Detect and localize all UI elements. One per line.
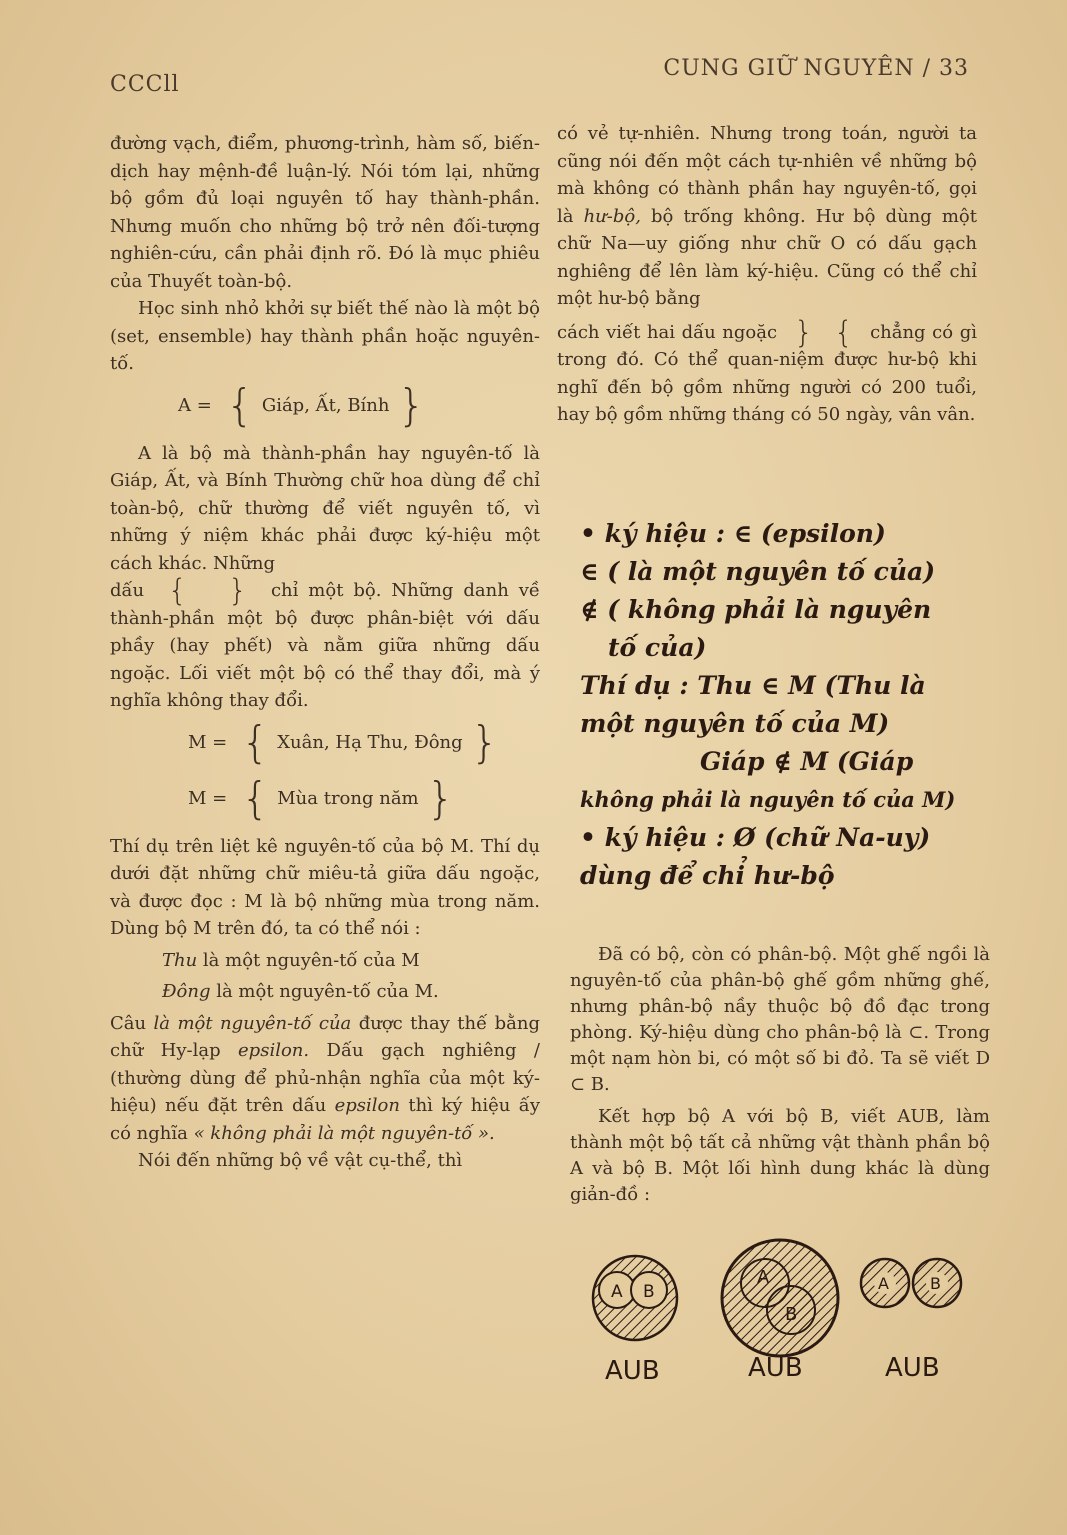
text-run: chẳng có (870, 321, 954, 343)
handwritten-line: không phải là nguyên tố của M) (580, 787, 956, 812)
italic-term: « không phải là một nguyên-tố ». (193, 1122, 495, 1144)
set-name: M = (188, 732, 228, 753)
text-run: gì trong đó. Có thể quan-niệm được hư-bộ khi nghĩ đến bộ gồm những người có 200 tuổi, hay bộ gồm những tháng có 50 ngày, vân vân. (557, 321, 977, 426)
set-a-notation (178, 379, 540, 431)
handwritten-line: Giáp ∉ M (Giáp (700, 747, 914, 776)
circle-label-b: B (785, 1304, 798, 1325)
page-header-right: CUNG GIỮ NGUYÊN / 33 (663, 56, 969, 81)
left-brace: { (241, 772, 270, 824)
italic-term: Đông (162, 981, 211, 1003)
italic-term: epsilon. (238, 1040, 310, 1062)
page-header-left: CCCll (110, 72, 180, 97)
paragraph: Thí dụ trên liệt kê nguyên-tố của bộ M. Thí dụ dưới đặt những chữ miêu-tả giữa dấu ngoặc, và được đọc : M là bộ những mùa trong năm. Dùng bộ M trên đó, ta có thể nói : (110, 835, 540, 940)
text-run: có vẻ tự-nhiên. Nhưng trong toán, người ta cũng nói đến một cách tự-nhiên về những bộ mà không có thành phần hay nguyên-tố, gọi là (557, 123, 977, 227)
paragraph: Học sinh nhỏ khởi sự biết thế nào là một bộ (set, ensemble) hay thành phần hoặc nguyên-tố. (110, 298, 540, 374)
right-brace: } (470, 716, 499, 768)
left-brace: { (225, 379, 254, 431)
diagram-label: AUB (748, 1353, 803, 1383)
set-name: A = (178, 394, 212, 416)
circle-label-a: A (757, 1267, 770, 1288)
text-run: là một nguyên-tố của M. (210, 981, 439, 1003)
text-run: được thay thế bằng chữ Hy-lạp (110, 1012, 540, 1062)
empty-braces: } { (783, 314, 864, 350)
venn-diagram-2 (722, 1240, 838, 1356)
set-content: Mùa trong năm (277, 788, 419, 809)
paragraph: A là bộ mà thành-phần hay nguyên-tố là Giáp, Ất, và Bính Thường chữ hoa dùng để chỉ toàn-bộ, chữ thường để viết nguyên tố, vì những ý niệm khác phải được ký-hiệu một cách khác. Những (110, 442, 540, 574)
text-run: bộ trống không. Hư bộ dùng một chữ Na—uy giống như chữ O có dấu gạch nghiêng để lên làm ký-hiệu. Cũng có thể chỉ một hư-bộ bằng (557, 205, 977, 309)
text-run: là một nguyên-tố của M (197, 949, 420, 971)
handwritten-line: tố của) (608, 633, 707, 662)
example-line (162, 978, 540, 1006)
venn-diagram-3 (861, 1259, 961, 1307)
union-diagrams (585, 1228, 985, 1398)
diagram-label: AUB (605, 1356, 660, 1386)
set-m1-notation (188, 716, 540, 768)
circle-label-a: A (878, 1274, 889, 1293)
set-m2-notation (188, 772, 540, 824)
text-run: thì ký hiệu ấy có nghĩa (110, 1095, 541, 1144)
diagram-label: AUB (885, 1353, 940, 1383)
text-run: Dấu gạch nghiêng / (thường dùng để phủ-nhận nghĩa của một ký-hiệu) nếu đặt trên dấu (110, 1040, 540, 1117)
paragraph (110, 573, 540, 715)
example-line (162, 947, 540, 975)
right-brace: } (426, 772, 455, 824)
handwritten-line: • ký hiệu : Ø (chữ Na-uy) (580, 823, 931, 852)
paragraph (110, 1010, 540, 1148)
circle-label-b: B (643, 1282, 655, 1302)
handwritten-line: ∉ ( không phải là nguyên (580, 595, 932, 624)
right-column-lower (570, 942, 990, 1208)
text-run: Câu (110, 1012, 154, 1034)
set-content: Xuân, Hạ Thu, Đông (277, 732, 463, 753)
circle-label-a: A (611, 1282, 623, 1302)
handwritten-line: một nguyên tố của M) (580, 709, 890, 738)
italic-term: là một nguyên-tố của (153, 1012, 352, 1034)
italic-term: hư-bộ, (583, 205, 641, 227)
right-column (557, 120, 977, 429)
set-name: M = (188, 788, 228, 809)
paragraph: Kết hợp bộ A với bộ B, viết AUB, làm thành một bộ tất cả những vật thành phần bộ A và bộ B. Một lối hình dung khác là dùng giản-đồ : (570, 1106, 990, 1205)
italic-term: epsilon (334, 1095, 400, 1117)
paragraph (557, 120, 977, 313)
text-run: cách viết hai dấu ngoặc (557, 321, 778, 343)
handwritten-line: ∈ ( là một nguyên tố của) (580, 557, 936, 586)
venn-diagram-1 (593, 1256, 677, 1340)
handwritten-line: dùng để chỉ hư-bộ (580, 861, 835, 890)
empty-braces: { } (154, 573, 261, 609)
handwritten-notes (580, 515, 980, 895)
paragraph: Nói đến những bộ về vật cụ-thể, thì (138, 1150, 463, 1172)
right-brace: } (397, 379, 426, 431)
text-run: dấu (110, 580, 145, 601)
italic-term: Thu (162, 949, 198, 971)
handwritten-line: Thí dụ : Thu ∈ M (Thu là (580, 671, 926, 700)
handwritten-line: • ký hiệu : ∈ (epsilon) (580, 519, 886, 548)
paragraph (557, 314, 977, 429)
left-brace: { (241, 716, 270, 768)
left-column (110, 130, 540, 1175)
paragraph: Đã có bộ, còn có phân-bộ. Một ghế ngồi là nguyên-tố của phân-bộ ghế gồm những ghế, nhưng phân-bộ nầy thuộc bộ đồ đạc trong phòng. Ký-hiệu dùng cho phân-bộ là ⊂. Trong một nạm hòn bi, có một số bi đỏ. Ta sẽ viết D ⊂ B. (570, 944, 990, 1095)
paragraph: đường vạch, điểm, phương-trình, hàm số, biến-dịch hay mệnh-đề luận-lý. Nói tóm lại, những bộ gồm đủ loại nguyên tố hay thành-phần. Nhưng muốn cho những bộ trở nên đối-tượng nghiên-cứu, cần phải định rõ. Đó là mục phiêu của Thuyết toàn-bộ. (110, 133, 540, 292)
set-content: Giáp, Ất, Bính (261, 394, 390, 416)
text-run: chỉ một bộ. Những danh về thành-phần một bộ được phân-biệt với dấu phầy (hay phết) và nằm giữa những dấu ngoặc. Lối viết một bộ có thể thay đổi, mà ý nghĩa không thay đổi. (110, 580, 540, 712)
circle-label-b: B (930, 1274, 941, 1293)
